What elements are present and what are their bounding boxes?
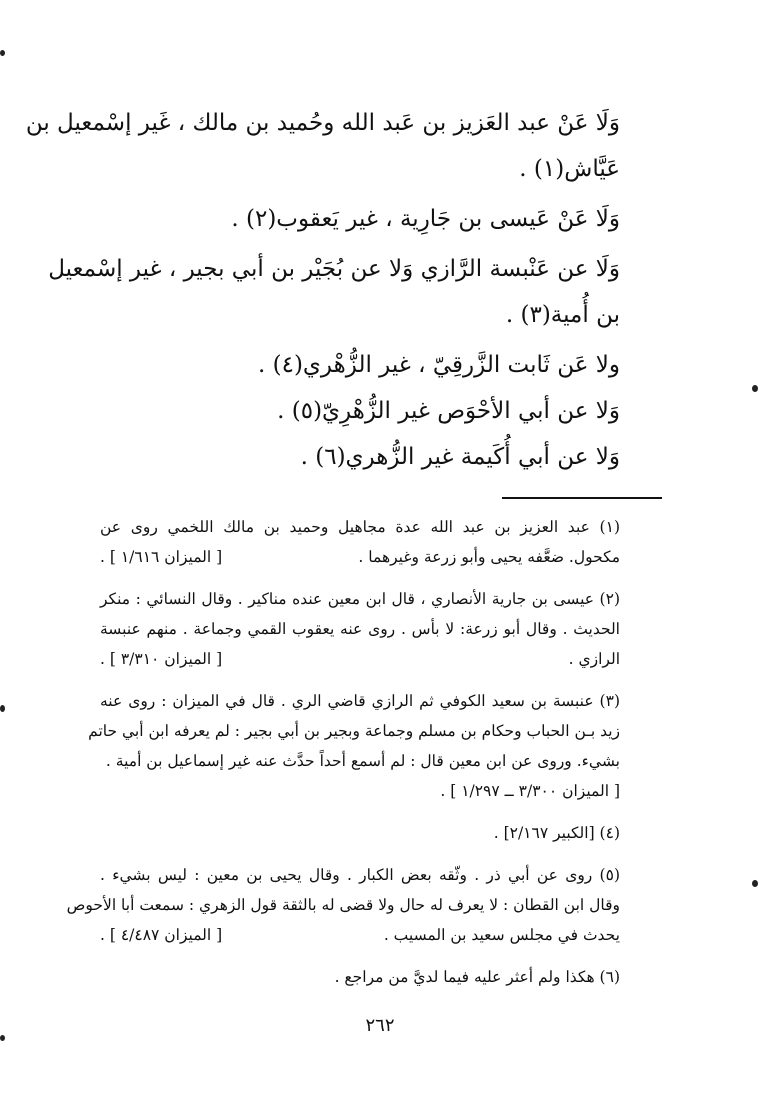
footnote-5-reference: [ الميزان ٤/٤٨٧ ] . [100, 926, 223, 944]
footnote-1-last-row [100, 542, 620, 572]
footnote-5-line-3: يحدث في مجلس سعيد بن المسيب . [383, 926, 620, 944]
main-line-8: وَلا عن أبي أُكَيمة غير الزُّهري(٦) . [300, 444, 620, 470]
footnote-1-line-2: مكحول. ضعَّفه يحيى وأبو زرعة وغيرهما . [358, 548, 620, 566]
footnote-3-reference: [ الميزان ٣/٣٠٠ ــ ١/٢٩٧ ] . [440, 782, 620, 800]
footnote-5-line-1: (٥) روى عن أبي ذر . وثّقه بعض الكبار . وقال يحيى بن معين : ليس بشيء . [100, 866, 620, 884]
footnote-1 [100, 512, 620, 572]
footnote-2-line-2: الحديث . وقال أبو زرعة: لا بأس . روى عنه يعقوب القمي وجماعة . منهم عنبسة [100, 620, 620, 638]
footnotes [66, 512, 621, 992]
scan-mark-bottom-right [752, 880, 758, 887]
footnote-2-line-1: (٢) عيسى بن جارية الأنصاري ، قال ابن معين عنده مناكير . وقال النسائي : منكر [100, 590, 620, 608]
main-line-7: وَلا عن أبي الأحْوَص غير الزُّهْرِيّ(٥) . [277, 398, 620, 424]
main-line-5: بن أُمية(٣) . [505, 302, 620, 328]
main-line-3: وَلَا عَنْ عَيسى بن جَارِية ، غير يَعقوب(٢) . [231, 206, 620, 232]
footnote-1-line-1: (١) عبد العزيز بن عبد الله عدة مجاهيل وحميد بن مالك اللخمي روى عن [100, 518, 620, 536]
footnote-2-last-row [100, 644, 620, 674]
main-text [25, 100, 620, 480]
footnote-5-line-2: وقال ابن القطان : لا يعرف له حال ولا قضى له بالثقة قول الزهري : سمعت أبا الأحوص [66, 896, 620, 914]
footnote-3-line-3: بشيء. وروى عن ابن معين قال : لم أسمع أحداً حدَّث عنه غير إسماعيل بن أمية . [105, 752, 620, 770]
main-line-1: وَلَا عَنْ عبد العَزيز بن عَبد الله وحُميد بن مالك ، غَير إسْمعيل بن [25, 110, 620, 136]
footnote-5-last-row [100, 920, 620, 950]
scan-mark-right [752, 385, 758, 392]
main-line-2: عَيَّاش(١) . [519, 156, 620, 182]
footnote-3-line-1: (٣) عنبسة بن سعيد الكوفي ثم الرازي قاضي الري . قال في الميزان : روى عنه [100, 692, 621, 710]
main-line-4: وَلَا عن عَنْبسة الرَّازي وَلا عن بُجَيْر بن أبي بجير ، غير إسْمعيل [48, 256, 620, 282]
footnote-2 [100, 584, 620, 674]
footnote-1-reference: [ الميزان ١/٦١٦ ] . [100, 548, 223, 566]
scan-mark-top-left [0, 50, 5, 56]
footnote-3-line-2: زيد بـن الحباب وحكام بن مسلم وجماعة وبجير بن أبي بجير : لم يعرفه ابن أبي حاتم [88, 722, 620, 740]
page-number: ٢٦٢ [365, 1015, 395, 1036]
footnote-4-line-1: (٤) [الكبير ٢/١٦٧] . [493, 824, 620, 842]
footnote-4 [100, 818, 620, 848]
footnote-2-line-3: الرازي . [568, 650, 620, 668]
main-line-6: ولا عَن ثَابت الزَّرقِيّ ، غير الزُّهْري(٤) . [257, 352, 620, 378]
footnote-5 [66, 860, 620, 950]
footnote-6-line-1: (٦) هكذا ولم أعثر عليه فيما لديَّ من مراجع . [334, 968, 620, 986]
footnote-2-reference: [ الميزان ٣/٣١٠ ] . [100, 650, 223, 668]
footnote-separator [502, 497, 662, 499]
footnote-6 [100, 962, 620, 992]
footnote-3 [88, 686, 621, 806]
scan-mark-left [0, 705, 5, 712]
